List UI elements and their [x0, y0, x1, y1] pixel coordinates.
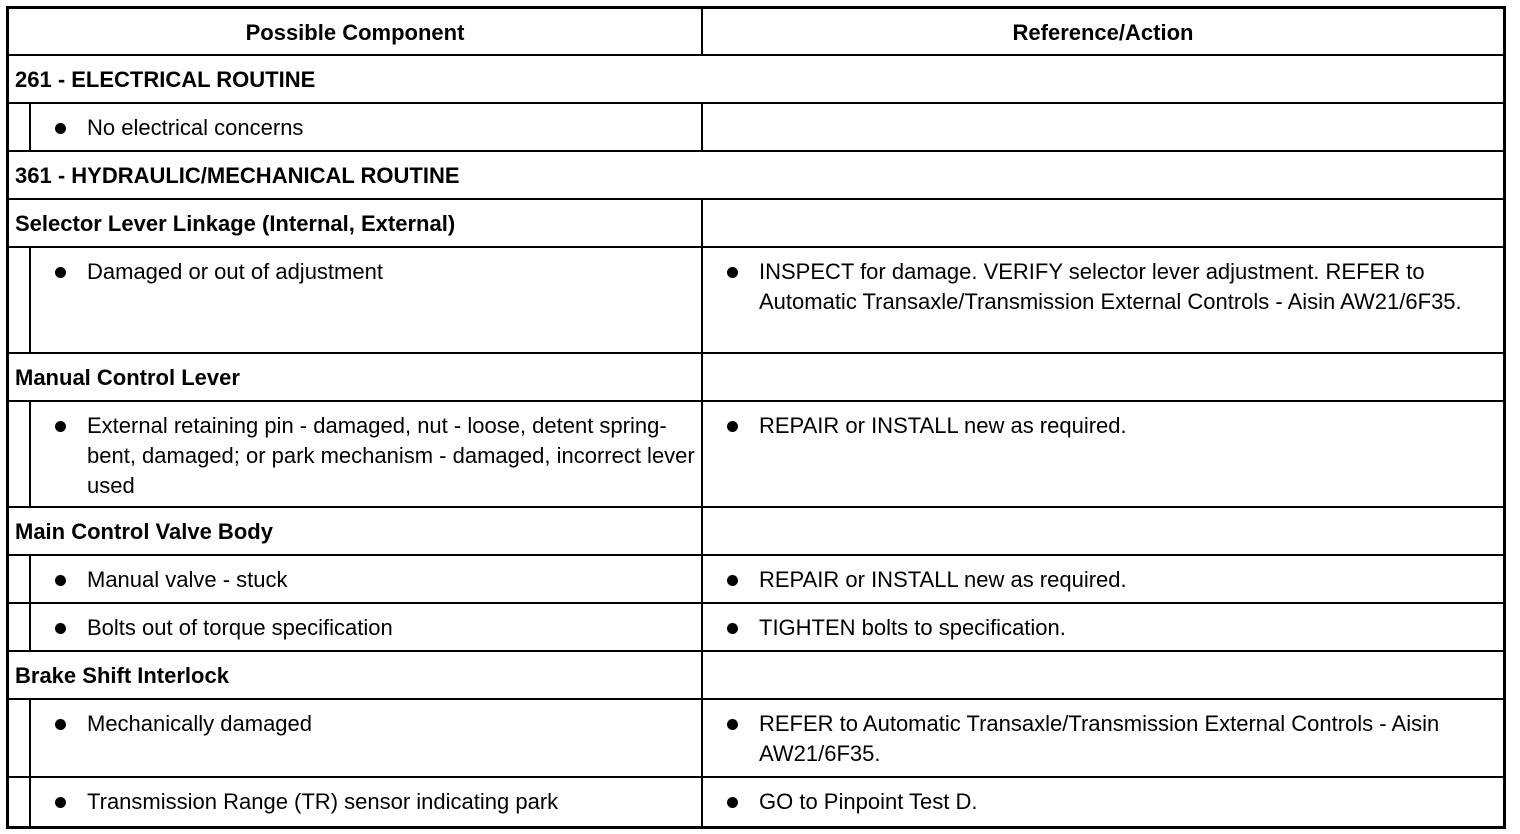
table-row [9, 604, 1503, 652]
component-text: No electrical concerns [87, 115, 304, 140]
component-text: Transmission Range (TR) sensor indicating park [87, 789, 559, 814]
bullet-icon [55, 623, 66, 634]
table-row [9, 700, 1503, 778]
indent-column [9, 556, 31, 602]
indent-column [9, 248, 31, 352]
section-title: 361 - HYDRAULIC/MECHANICAL ROUTINE [15, 163, 460, 188]
diagnostic-table [6, 6, 1506, 829]
table-row [9, 402, 1503, 508]
group-row-manual-control-lever [9, 354, 1503, 402]
indent-column [9, 700, 31, 776]
group-row-main-control-valve-body [9, 508, 1503, 556]
table-header-row [9, 9, 1503, 56]
section-row-hydraulic [9, 152, 1503, 200]
action-text: REPAIR or INSTALL new as required. [759, 413, 1127, 438]
header-possible-component: Possible Component [9, 9, 703, 54]
group-row-selector-lever [9, 200, 1503, 248]
component-text: Damaged or out of adjustment [87, 259, 383, 284]
indent-column [9, 104, 31, 150]
action-cell-empty [703, 104, 1503, 150]
bullet-icon [55, 797, 66, 808]
indent-column [9, 604, 31, 650]
section-row-electrical [9, 56, 1503, 104]
bullet-icon [55, 267, 66, 278]
table-row [9, 248, 1503, 354]
action-text: REPAIR or INSTALL new as required. [759, 567, 1127, 592]
bullet-icon [55, 421, 66, 432]
indent-column [9, 402, 31, 506]
bullet-icon [727, 623, 738, 634]
action-text: REFER to Automatic Transaxle/Transmission External Controls - Aisin AW21/6F35. [759, 711, 1440, 766]
table-row [9, 104, 1503, 152]
action-text: INSPECT for damage. VERIFY selector lever adjustment. REFER to Automatic Transaxle/Transmission External Controls - Aisin AW21/6F35. [759, 259, 1462, 314]
indent-column [9, 778, 31, 826]
group-title: Selector Lever Linkage (Internal, External) [9, 200, 703, 246]
component-text: External retaining pin - damaged, nut - loose, detent spring-bent, damaged; or park mechanism - damaged, incorrect lever used [87, 413, 695, 498]
group-title: Main Control Valve Body [9, 508, 703, 554]
bullet-icon [55, 719, 66, 730]
group-title: Brake Shift Interlock [9, 652, 703, 698]
bullet-icon [55, 575, 66, 586]
bullet-icon [727, 719, 738, 730]
bullet-icon [727, 797, 738, 808]
section-title: 261 - ELECTRICAL ROUTINE [15, 67, 316, 92]
bullet-icon [727, 267, 738, 278]
header-reference-action: Reference/Action [1012, 20, 1194, 45]
group-title: Manual Control Lever [9, 354, 703, 400]
component-text: Bolts out of torque specification [87, 615, 393, 640]
component-text: Manual valve - stuck [87, 567, 288, 592]
bullet-icon [55, 123, 66, 134]
group-row-brake-shift-interlock [9, 652, 1503, 700]
action-text: TIGHTEN bolts to specification. [759, 615, 1066, 640]
bullet-icon [727, 421, 738, 432]
component-text: Mechanically damaged [87, 711, 313, 736]
table-row [9, 556, 1503, 604]
table-row [9, 778, 1503, 826]
bullet-icon [727, 575, 738, 586]
action-text: GO to Pinpoint Test D. [759, 789, 978, 814]
